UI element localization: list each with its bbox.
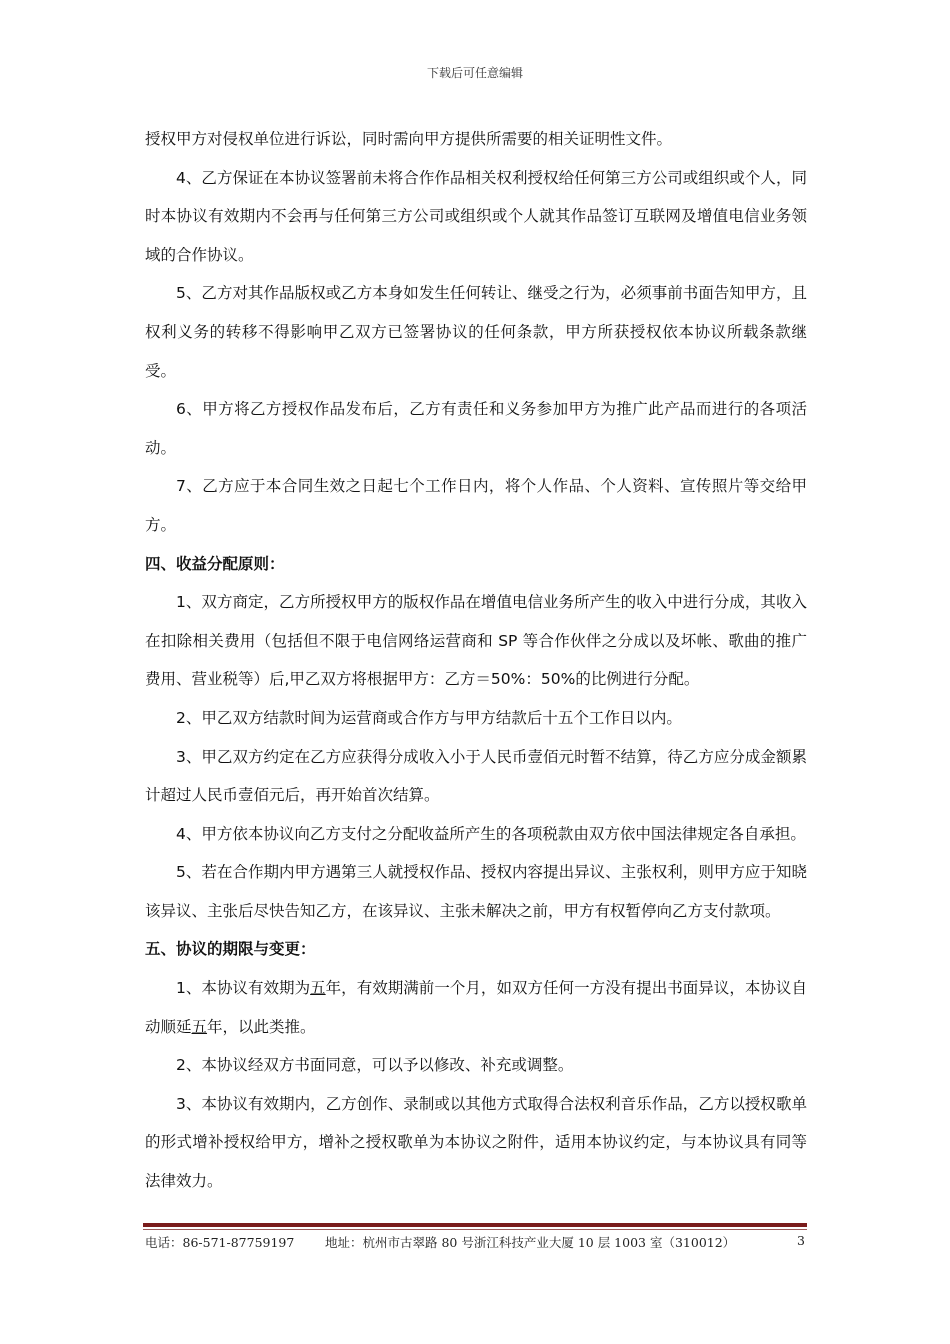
footer-rule-thin [143,1229,807,1230]
paragraph-continuation: 授权甲方对侵权单位进行诉讼，同时需向甲方提供所需要的相关证明性文件。 [145,130,673,148]
clause-4-5: 5、若在合作期内甲方遇第三人就授权作品、授权内容提出异议、主张权利，则甲方应于知晓该异议、主张后尽快告知乙方，在该异议、主张未解决之前，甲方有权暂停向乙方支付款项。 [145,863,807,920]
clause-5-2: 2、本协议经双方书面同意，可以予以修改、补充或调整。 [176,1056,574,1075]
document-body [145,120,807,1201]
footer-address: 地址：杭州市古翠路 80 号浙江科技产业大厦 10 层 1003 室（310012） [325,1235,736,1250]
section-heading-5: 五、协议的期限与变更： [145,940,316,959]
page-number: 3 [797,1233,805,1248]
clause-5-1-term-years: 五 [310,979,326,998]
clause-4-1: 1、双方商定，乙方所授权甲方的版权作品在增值电信业务所产生的收入中进行分成，其收入在扣除相关费用（包括但不限于电信网络运营商和 SP 等合作伙伴之分成以及坏帐、歌曲的推广费用、营业税等）后,甲乙双方将根据甲方：乙方＝50%：50%的比例进行分配。 [145,593,807,689]
clause-5-1-renewal-years: 五 [191,1017,208,1036]
clause-3-5: 5、乙方对其作品版权或乙方本身如发生任何转让、继受之行为，必须事前书面告知甲方，且权利义务的转移不得影响甲乙双方已签署协议的任何条款，甲方所获授权依本协议所载条款继受。 [145,284,807,380]
clause-3-4: 4、乙方保证在本协议签署前未将合作作品相关权利授权给任何第三方公司或组织或个人，同时本协议有效期内不会再与任何第三方公司或组织或个人就其作品签订互联网及增值电信业务领域的合作协议。 [145,168,807,264]
clause-3-7: 7、乙方应于本合同生效之日起七个工作日内，将个人作品、个人资料、宣传照片等交给甲方。 [145,477,807,534]
clause-5-1-part-b: 年，有效期满前一个月，如双方任何一方没有提出书面异议，本协议自动顺延 [145,979,807,1036]
section-heading-4: 四、收益分配原则： [145,554,285,573]
clause-4-3: 3、甲乙双方约定在乙方应获得分成收入小于人民币壹佰元时暂不结算，待乙方应分成金额累计超过人民币壹佰元后，再开始首次结算。 [145,747,807,805]
page-header-note: 下载后可任意编辑 [426,66,523,80]
clause-5-1-part-c: 年，以此类推。 [207,1017,316,1036]
clause-5-1-part-a: 1、本协议有效期为 [176,979,311,998]
clause-4-2: 2、甲乙双方结款时间为运营商或合作方与甲方结款后十五个工作日以内。 [176,708,682,727]
clause-3-6: 6、甲方将乙方授权作品发布后，乙方有责任和义务参加甲方为推广此产品而进行的各项活动。 [145,400,807,457]
footer-rule [143,1223,807,1227]
footer-phone: 电话：86-571-87759197 [145,1235,295,1250]
clause-5-1 [145,969,807,1046]
clause-4-4: 4、甲方依本协议向乙方支付之分配收益所产生的各项税款由双方依中国法律规定各自承担。 [176,824,806,843]
clause-5-3: 3、本协议有效期内，乙方创作、录制或以其他方式取得合法权利音乐作品，乙方以授权歌单的形式增补授权给甲方，增补之授权歌单为本协议之附件，适用本协议约定，与本协议具有同等法律效力。 [145,1094,807,1191]
